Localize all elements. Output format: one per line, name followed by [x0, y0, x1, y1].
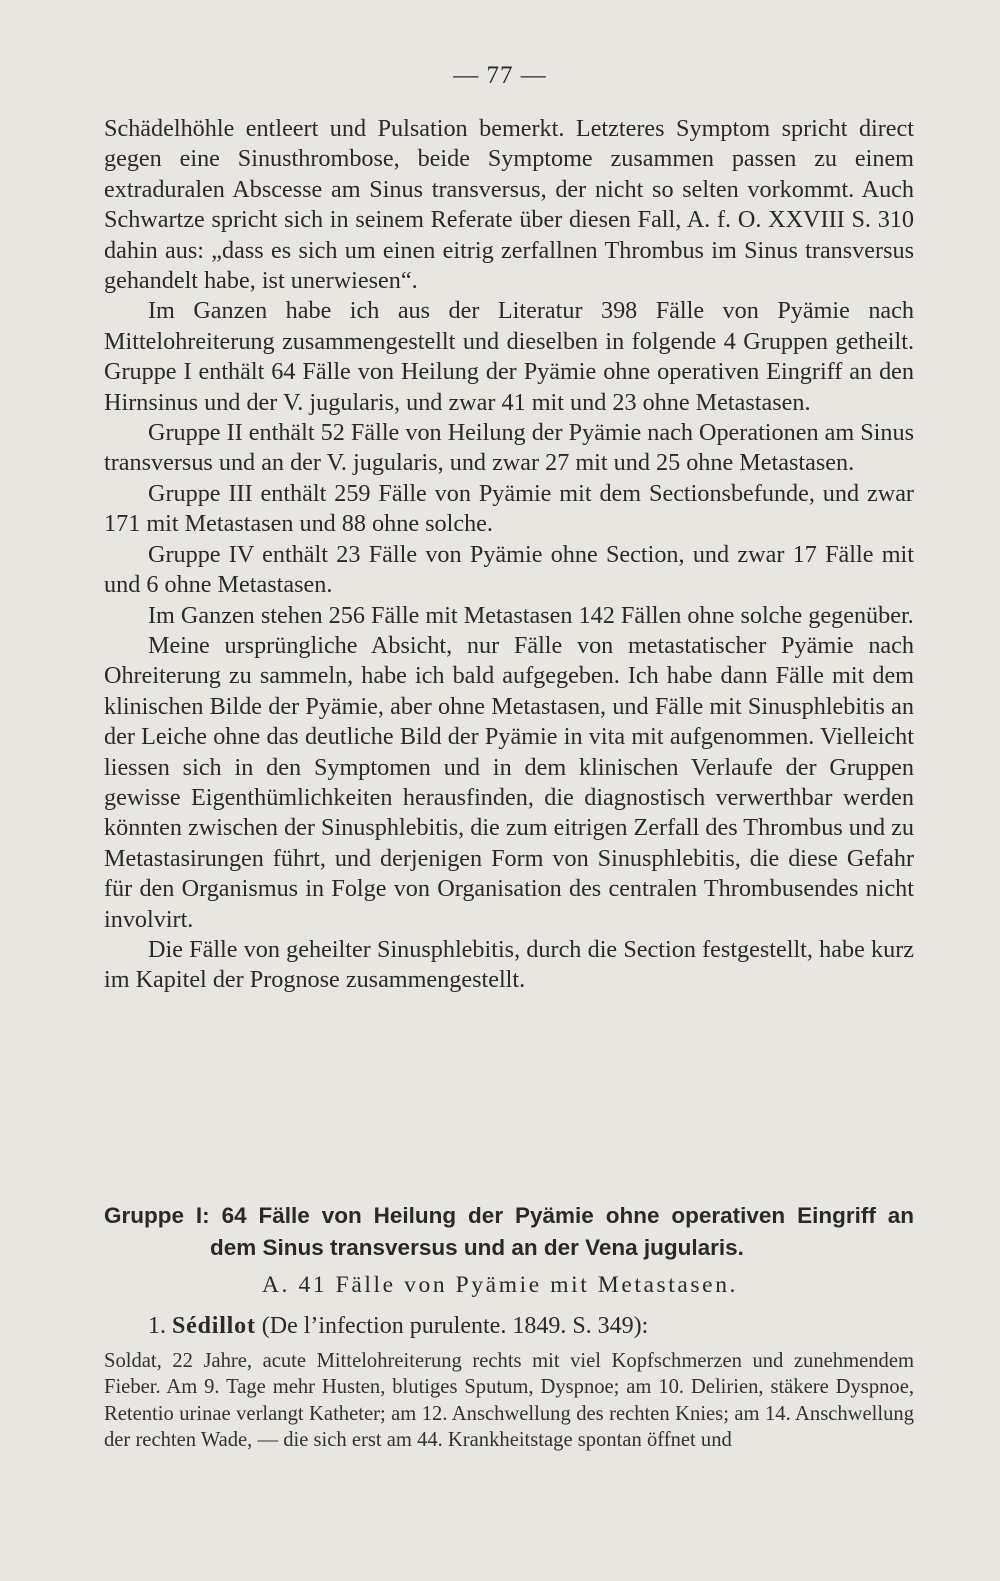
case-author: Sédillot: [172, 1313, 256, 1339]
case-description: Soldat, 22 Jahre, acute Mittelohreiterung rechts mit viel Kopfschmerzen und zunehmendem Fieber. Am 9. Tage mehr Husten, blutiges Sputum, Dyspnoe; am 10. Delirien, stäkere Dyspnoe, Retentio urinae verlangt Katheter; am 12. Anschwellung des rechten Knies; am 14. Anschwellung der rechten Wade, — die sich erst am 44. Krankheitstage spontan öffnet und: [104, 1350, 914, 1452]
section-subheading: A. 41 Fälle von Pyämie mit Metastasen.: [261, 1272, 739, 1298]
case-citation: [148, 1313, 928, 1340]
case-source: (De l’infection purulente. 1849. S. 349):: [261, 1313, 649, 1339]
page-number: — 77 —: [453, 62, 547, 89]
body-text: [104, 114, 914, 996]
group-heading-line-1: Gruppe I: 64 Fälle von Heilung der Pyämie ohne operativen Eingriff an: [104, 1203, 914, 1228]
case-number: 1.: [148, 1313, 166, 1339]
paragraph-totals: Im Ganzen stehen 256 Fälle mit Metastasen 142 Fällen ohne solche gegenüber.: [148, 601, 914, 629]
paragraph-healed-cases: Die Fälle von geheilter Sinusphlebitis, durch die Section festgestellt, habe kurz im Kapitel der Prognose zusammengestellt.: [104, 935, 914, 994]
paragraph-group-3: Gruppe III enthält 259 Fälle von Pyämie mit dem Sectionsbefunde, und zwar 171 mit Metastasen und 88 ohne solche.: [104, 479, 914, 538]
paragraph-group-2: Gruppe II enthält 52 Fälle von Heilung der Pyämie nach Operationen am Sinus transversus und an der V. jugularis, und zwar 27 mit und 25 ohne Metastasen.: [104, 419, 914, 477]
group-heading-line-2: dem Sinus transversus und an der Vena jugularis.: [210, 1235, 744, 1260]
paragraph-groups-overview: Im Ganzen habe ich aus der Literatur 398 Fälle von Pyämie nach Mittelohreiterung zusammengestellt und dieselben in folgende 4 Gruppen getheilt. Gruppe I enthält 64 Fälle von Heilung der Pyämie ohne operativen Eingriff an den Hirnsinus und der V. jugularis, und zwar 41 mit und 23 ohne Metastasen.: [104, 297, 914, 416]
group-heading: [104, 1200, 914, 1264]
paragraph-continuation: Schädelhöhle entleert und Pulsation bemerkt. Letzteres Symptom spricht direct gegen eine Sinusthrombose, beide Symptome zusammen passen zu einem extraduralen Abscesse am Sinus transversus, der nicht so selten vorkommt. Auch Schwartze spricht sich in seinem Referate über diesen Fall, A. f. O. XXVIII S. 310 dahin aus: „dass es sich um einen eitrig zerfallnen Thrombus im Sinus transversus gehandelt habe, ist unerwiesen“.: [104, 115, 914, 295]
paragraph-group-4: Gruppe IV enthält 23 Fälle von Pyämie ohne Section, und zwar 17 Fälle mit und 6 ohne Metastasen.: [104, 540, 914, 599]
paragraph-intention: Meine ursprüngliche Absicht, nur Fälle von metastatischer Pyämie nach Ohreiterung zu sammeln, habe ich bald aufgegeben. Ich habe dann Fälle mit dem klinischen Bilde der Pyämie, aber ohne Metastasen, und Fälle mit Sinusphlebitis an der Leiche ohne das deutliche Bild der Pyämie in vita mit aufgenommen. Vielleicht liessen sich in den Symptomen und in dem klinischen Verlaufe der Gruppen gewisse Eigenthümlichkeiten herausfinden, die diagnostisch verwerthbar werden könnten zwischen der Sinusphlebitis, die zum eitrigen Zerfall des Thrombus und zu Metastasirungen führt, und derjenigen Form von Sinusphlebitis, die diese Gefahr für den Organismus in Folge von Organisation des centralen Thrombusendes nicht involvirt.: [104, 631, 914, 933]
